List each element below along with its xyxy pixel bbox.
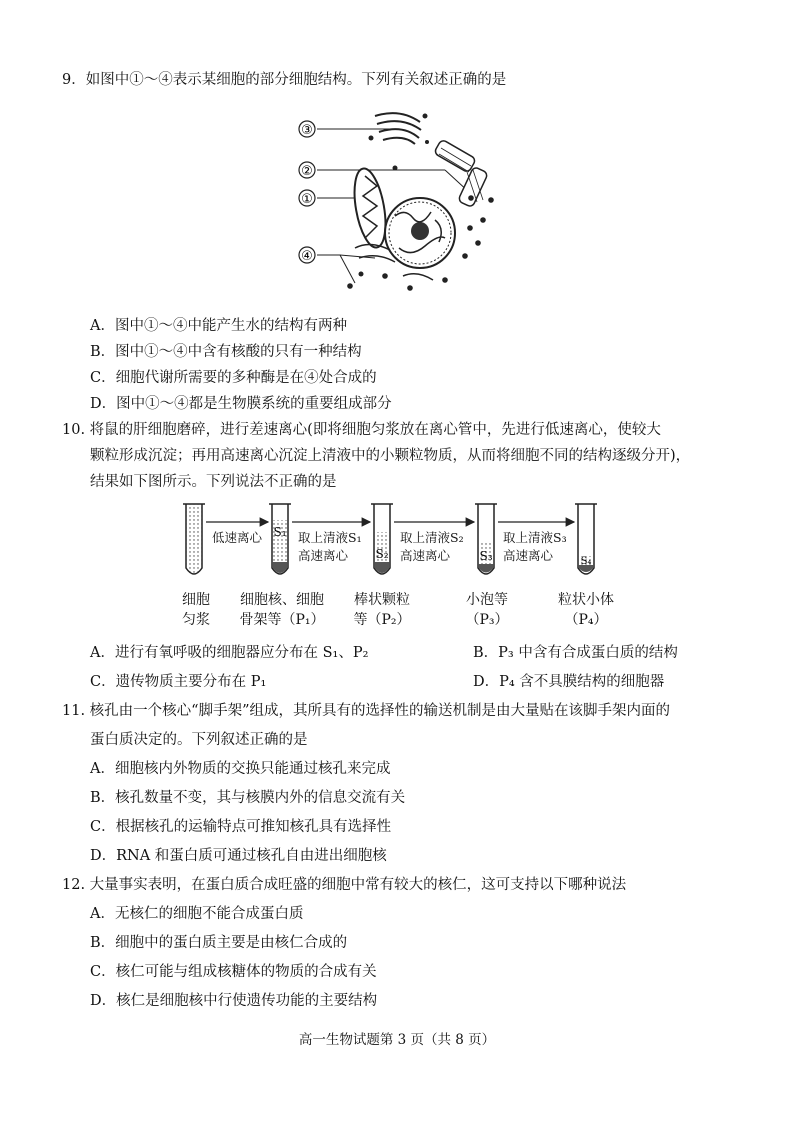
q10-stem-line-1: 10. 将鼠的肝细胞磨碎，进行差速离心(即将细胞匀浆放在离心管中，先进行低速离心，使较大 (62, 422, 661, 438)
tube-mark-s1: S₁ (273, 525, 287, 539)
q12-option-a[interactable]: A．无核仁的细胞不能合成蛋白质 (90, 906, 304, 922)
q9-option-a[interactable]: A．图中①～④中能产生水的结构有两种 (90, 318, 347, 334)
q11-option-a[interactable]: A．细胞核内外物质的交换只能通过核孔来完成 (90, 761, 391, 777)
tube-label-2: 细胞核、细胞 骨架等（P₁） (239, 592, 325, 628)
q10-option-d[interactable]: D．P₄ 含不具膜结构的细胞器 (473, 674, 665, 690)
label-4: ④ (301, 249, 313, 264)
tube-label-1: 细胞 匀浆 (182, 592, 210, 628)
q9-option-b[interactable]: B．图中①～④中含有核酸的只有一种结构 (90, 344, 362, 360)
q10-option-a[interactable]: A．进行有氧呼吸的细胞器应分布在 S₁、P₂ (90, 645, 369, 661)
q10-stem-line-2: 颗粒形成沉淀；再用高速离心沉淀上清液中的小颗粒物质，从而将细胞不同的结构逐级分开)， (90, 448, 691, 464)
arrow-label-2a: 取上清液S₁ (298, 530, 362, 545)
q11-option-d[interactable]: D．RNA 和蛋白质可通过核孔自由进出细胞核 (90, 848, 387, 864)
page-footer: 高一生物试题第 3 页（共 8 页） (298, 1032, 496, 1048)
q12-option-b[interactable]: B．细胞中的蛋白质主要是由核仁合成的 (90, 935, 348, 951)
arrow-label-1: 低速离心 (212, 530, 263, 545)
tube-mark-s3: S₃ (479, 549, 493, 563)
cell-structure-figure (295, 108, 510, 298)
q11-option-b[interactable]: B．核孔数量不变，其与核膜内外的信息交流有关 (90, 790, 406, 806)
arrow-label-4a: 取上清液S₃ (503, 530, 567, 545)
label-1: ① (301, 192, 313, 207)
tube-label-5: 粒状小体 （P₄） (558, 592, 614, 628)
q10-stem-line-3: 结果如下图所示。下列说法不正确的是 (90, 474, 337, 490)
arrow-label-3b: 高速离心 (400, 548, 451, 563)
q10-option-b[interactable]: B．P₃ 中含有合成蛋白质的结构 (473, 645, 678, 661)
q11-option-c[interactable]: C．根据核孔的运输特点可推知核孔具有选择性 (90, 819, 392, 835)
arrow-label-2b: 高速离心 (298, 548, 349, 563)
q11-stem-line-2: 蛋白质决定的。下列叙述正确的是 (90, 732, 308, 748)
q12-option-c[interactable]: C．核仁可能与组成核糖体的物质的合成有关 (90, 964, 377, 980)
tube-label-3: 棒状颗粒 等（P₂） (353, 592, 411, 628)
arrow-label-3a: 取上清液S₂ (400, 530, 464, 545)
label-2: ② (301, 164, 313, 179)
label-3: ③ (301, 123, 313, 138)
q11-stem-line-1: 11. 核孔由一个核心“脚手架”组成，其所具有的选择性的输送机制是由大量贴在该脚手架内面的 (62, 703, 670, 719)
q9-option-c[interactable]: C．细胞代谢所需要的多种酶是在④处合成的 (90, 370, 377, 386)
arrow-label-4b: 高速离心 (503, 548, 554, 563)
tube-mark-s2: S₂ (375, 547, 389, 561)
q10-option-c[interactable]: C．遗传物质主要分布在 P₁ (90, 674, 267, 690)
q12-option-d[interactable]: D．核仁是细胞核中行使遗传功能的主要结构 (90, 993, 378, 1009)
q9-option-d[interactable]: D．图中①～④都是生物膜系统的重要组成部分 (90, 396, 392, 412)
q12-stem: 12. 大量事实表明，在蛋白质合成旺盛的细胞中常有较大的核仁，这可支持以下哪种说法 (62, 877, 627, 893)
tube-label-4: 小泡等 （P₃） (465, 592, 509, 628)
tube-mark-s4: S₄ (580, 556, 592, 567)
q9-stem: 9．如图中①～④表示某细胞的部分细胞结构。下列有关叙述正确的是 (62, 72, 507, 88)
